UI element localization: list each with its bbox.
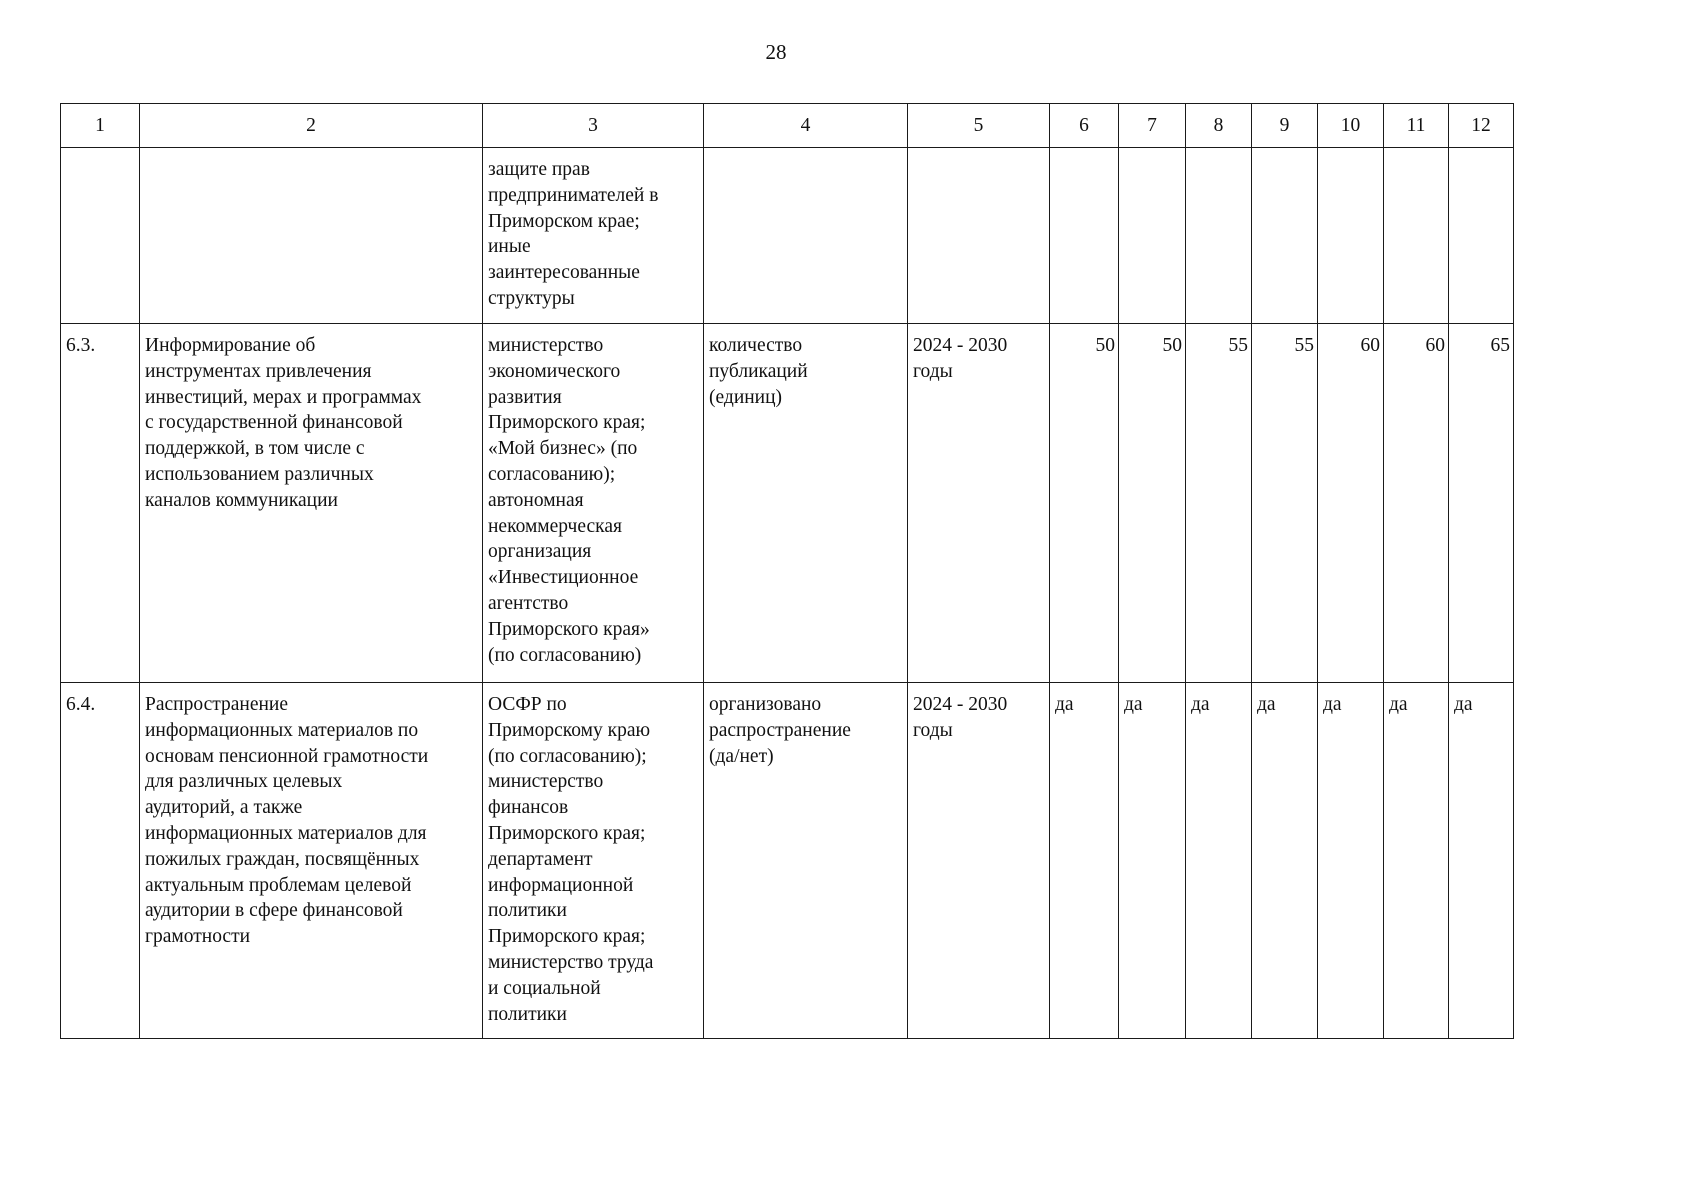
value-cell: да bbox=[1318, 683, 1384, 1039]
period: 2024 - 2030 годы bbox=[908, 324, 1050, 683]
header-cell: 6 bbox=[1050, 104, 1119, 148]
value-cell: да bbox=[1050, 683, 1119, 1039]
value-cell: да bbox=[1449, 683, 1514, 1039]
row-id bbox=[61, 148, 140, 324]
value-cell bbox=[1119, 148, 1186, 324]
period: 2024 - 2030 годы bbox=[908, 683, 1050, 1039]
indicator: организовано распространение (да/нет) bbox=[704, 683, 908, 1039]
header-cell: 5 bbox=[908, 104, 1050, 148]
header-cell: 7 bbox=[1119, 104, 1186, 148]
measure-name: Информирование об инструментах привлечения инвестиций, мерах и программах с государственной финансовой поддержкой, в том числе с использованием различных каналов коммуникации bbox=[140, 324, 483, 683]
row-id: 6.3. bbox=[61, 324, 140, 683]
value-cell bbox=[1449, 148, 1514, 324]
executors: ОСФР по Приморскому краю (по согласованию); министерство финансов Приморского края; департамент информационной политики Приморского края; министерство труда и социальной политики bbox=[483, 683, 704, 1039]
page-number: 28 bbox=[765, 40, 787, 64]
value-cell bbox=[1384, 148, 1449, 324]
value-cell: да bbox=[1252, 683, 1318, 1039]
value-cell bbox=[1186, 148, 1252, 324]
value-cell: да bbox=[1186, 683, 1252, 1039]
header-cell: 3 bbox=[483, 104, 704, 148]
table-row bbox=[61, 324, 1514, 683]
value-cell bbox=[1318, 148, 1384, 324]
measure-name bbox=[140, 148, 483, 324]
value-cell: 50 bbox=[1050, 324, 1119, 683]
value-cell: 50 bbox=[1119, 324, 1186, 683]
row-id: 6.4. bbox=[61, 683, 140, 1039]
executors: защите прав предпринимателей в Приморском крае; иные заинтересованные структуры bbox=[483, 148, 704, 324]
measures-table bbox=[60, 103, 1514, 1039]
header-cell: 1 bbox=[61, 104, 140, 148]
value-cell: 60 bbox=[1384, 324, 1449, 683]
header-cell: 11 bbox=[1384, 104, 1449, 148]
value-cell: 55 bbox=[1252, 324, 1318, 683]
measure-name: Распространение информационных материалов по основам пенсионной грамотности для различных целевых аудиторий, а также информационных материалов для пожилых граждан, посвящённых актуальным проблемам целевой аудитории в сфере финансовой грамотности bbox=[140, 683, 483, 1039]
table-row bbox=[61, 148, 1514, 324]
value-cell: 55 bbox=[1186, 324, 1252, 683]
period bbox=[908, 148, 1050, 324]
value-cell: да bbox=[1119, 683, 1186, 1039]
header-cell: 4 bbox=[704, 104, 908, 148]
value-cell bbox=[1050, 148, 1119, 324]
header-cell: 9 bbox=[1252, 104, 1318, 148]
header-cell: 2 bbox=[140, 104, 483, 148]
header-cell: 10 bbox=[1318, 104, 1384, 148]
value-cell: 60 bbox=[1318, 324, 1384, 683]
table-row bbox=[61, 683, 1514, 1039]
executors: министерство экономического развития Приморского края; «Мой бизнес» (по согласованию); автономная некоммерческая организация «Инвестиционное агентство Приморского края» (по согласованию) bbox=[483, 324, 704, 683]
value-cell bbox=[1252, 148, 1318, 324]
value-cell: 65 bbox=[1449, 324, 1514, 683]
header-cell: 12 bbox=[1449, 104, 1514, 148]
table-header-row bbox=[61, 104, 1514, 148]
header-cell: 8 bbox=[1186, 104, 1252, 148]
value-cell: да bbox=[1384, 683, 1449, 1039]
indicator: количество публикаций (единиц) bbox=[704, 324, 908, 683]
indicator bbox=[704, 148, 908, 324]
